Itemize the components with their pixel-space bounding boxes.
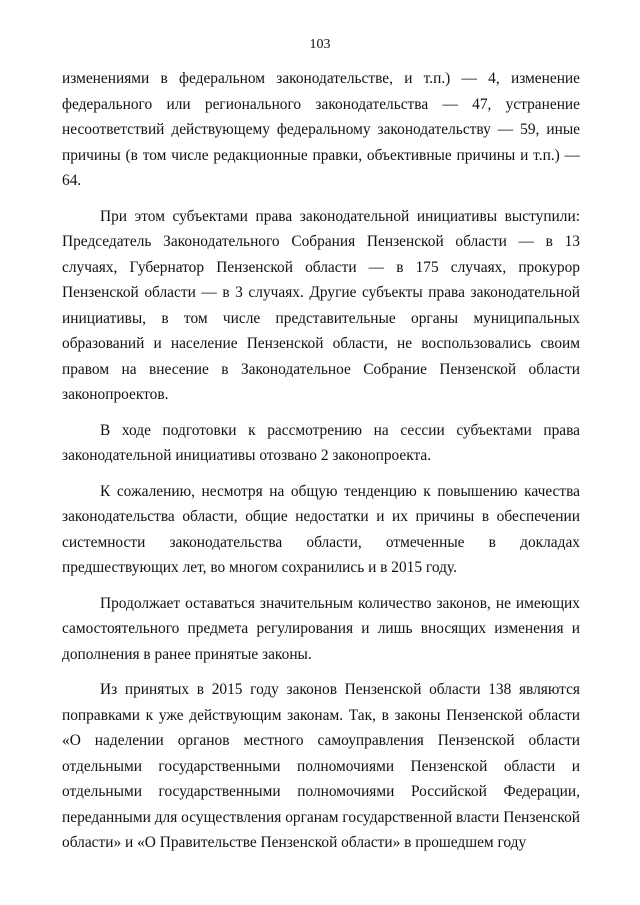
paragraph-legislative-initiative-subjects: При этом субъектами права законодательной инициативы выступили: Председатель Законодательного Собрания Пензенской области — в 13 случаях, Губернатор Пензенской области — в 175 случаях, прокурор Пензенской области — в 3 случаях. Другие субъекты права законодательной инициативы, в том числе представительные органы муниципальных образований и население Пензенской области, не воспользовались своим правом на внесение в Законодательное Собрание Пензенской области законопроектов.: [62, 207, 580, 403]
paragraph-continuation: изменениями в федеральном законодательстве, и т.п.) — 4, изменение федерального или регионального законодательства — 47, устранение несоответствий действующему федеральному законодательству — 59, иные причины (в том числе редакционные правки, объективные причины и т.п.) — 64.: [62, 70, 580, 189]
page-number: 103: [309, 37, 331, 52]
paragraph-withdrawn-bills: В ходе подготовки к рассмотрению на сессии субъектами права законодательной инициативы отозвано 2 законопроекта.: [62, 421, 580, 464]
paragraph-amending-laws: Продолжает оставаться значительным количество законов, не имеющих самостоятельного предмета регулирования и лишь вносящих изменения и дополнения в ранее принятые законы.: [62, 594, 580, 663]
paragraph-legislation-quality: К сожалению, несмотря на общую тенденцию к повышению качества законодательства области, общие недостатки и их причины в обеспечении системности законодательства области, отмеченные в докладах предшествующих лет, во многом сохранились и в 2015 году.: [62, 482, 580, 576]
document-body: [62, 66, 580, 866]
paragraph-amendments-2015: Из принятых в 2015 году законов Пензенской области 138 являются поправками к уже действующим законам. Так, в законы Пензенской области «О наделении органов местного самоуправления Пензенской области отдельными государственными полномочиями Пензенской области и отдельными государственными полномочиями Российской Федерации, переданными для осуществления органам государственной власти Пензенской области» и «О Правительстве Пензенской области» в прошедшем году: [62, 681, 580, 851]
